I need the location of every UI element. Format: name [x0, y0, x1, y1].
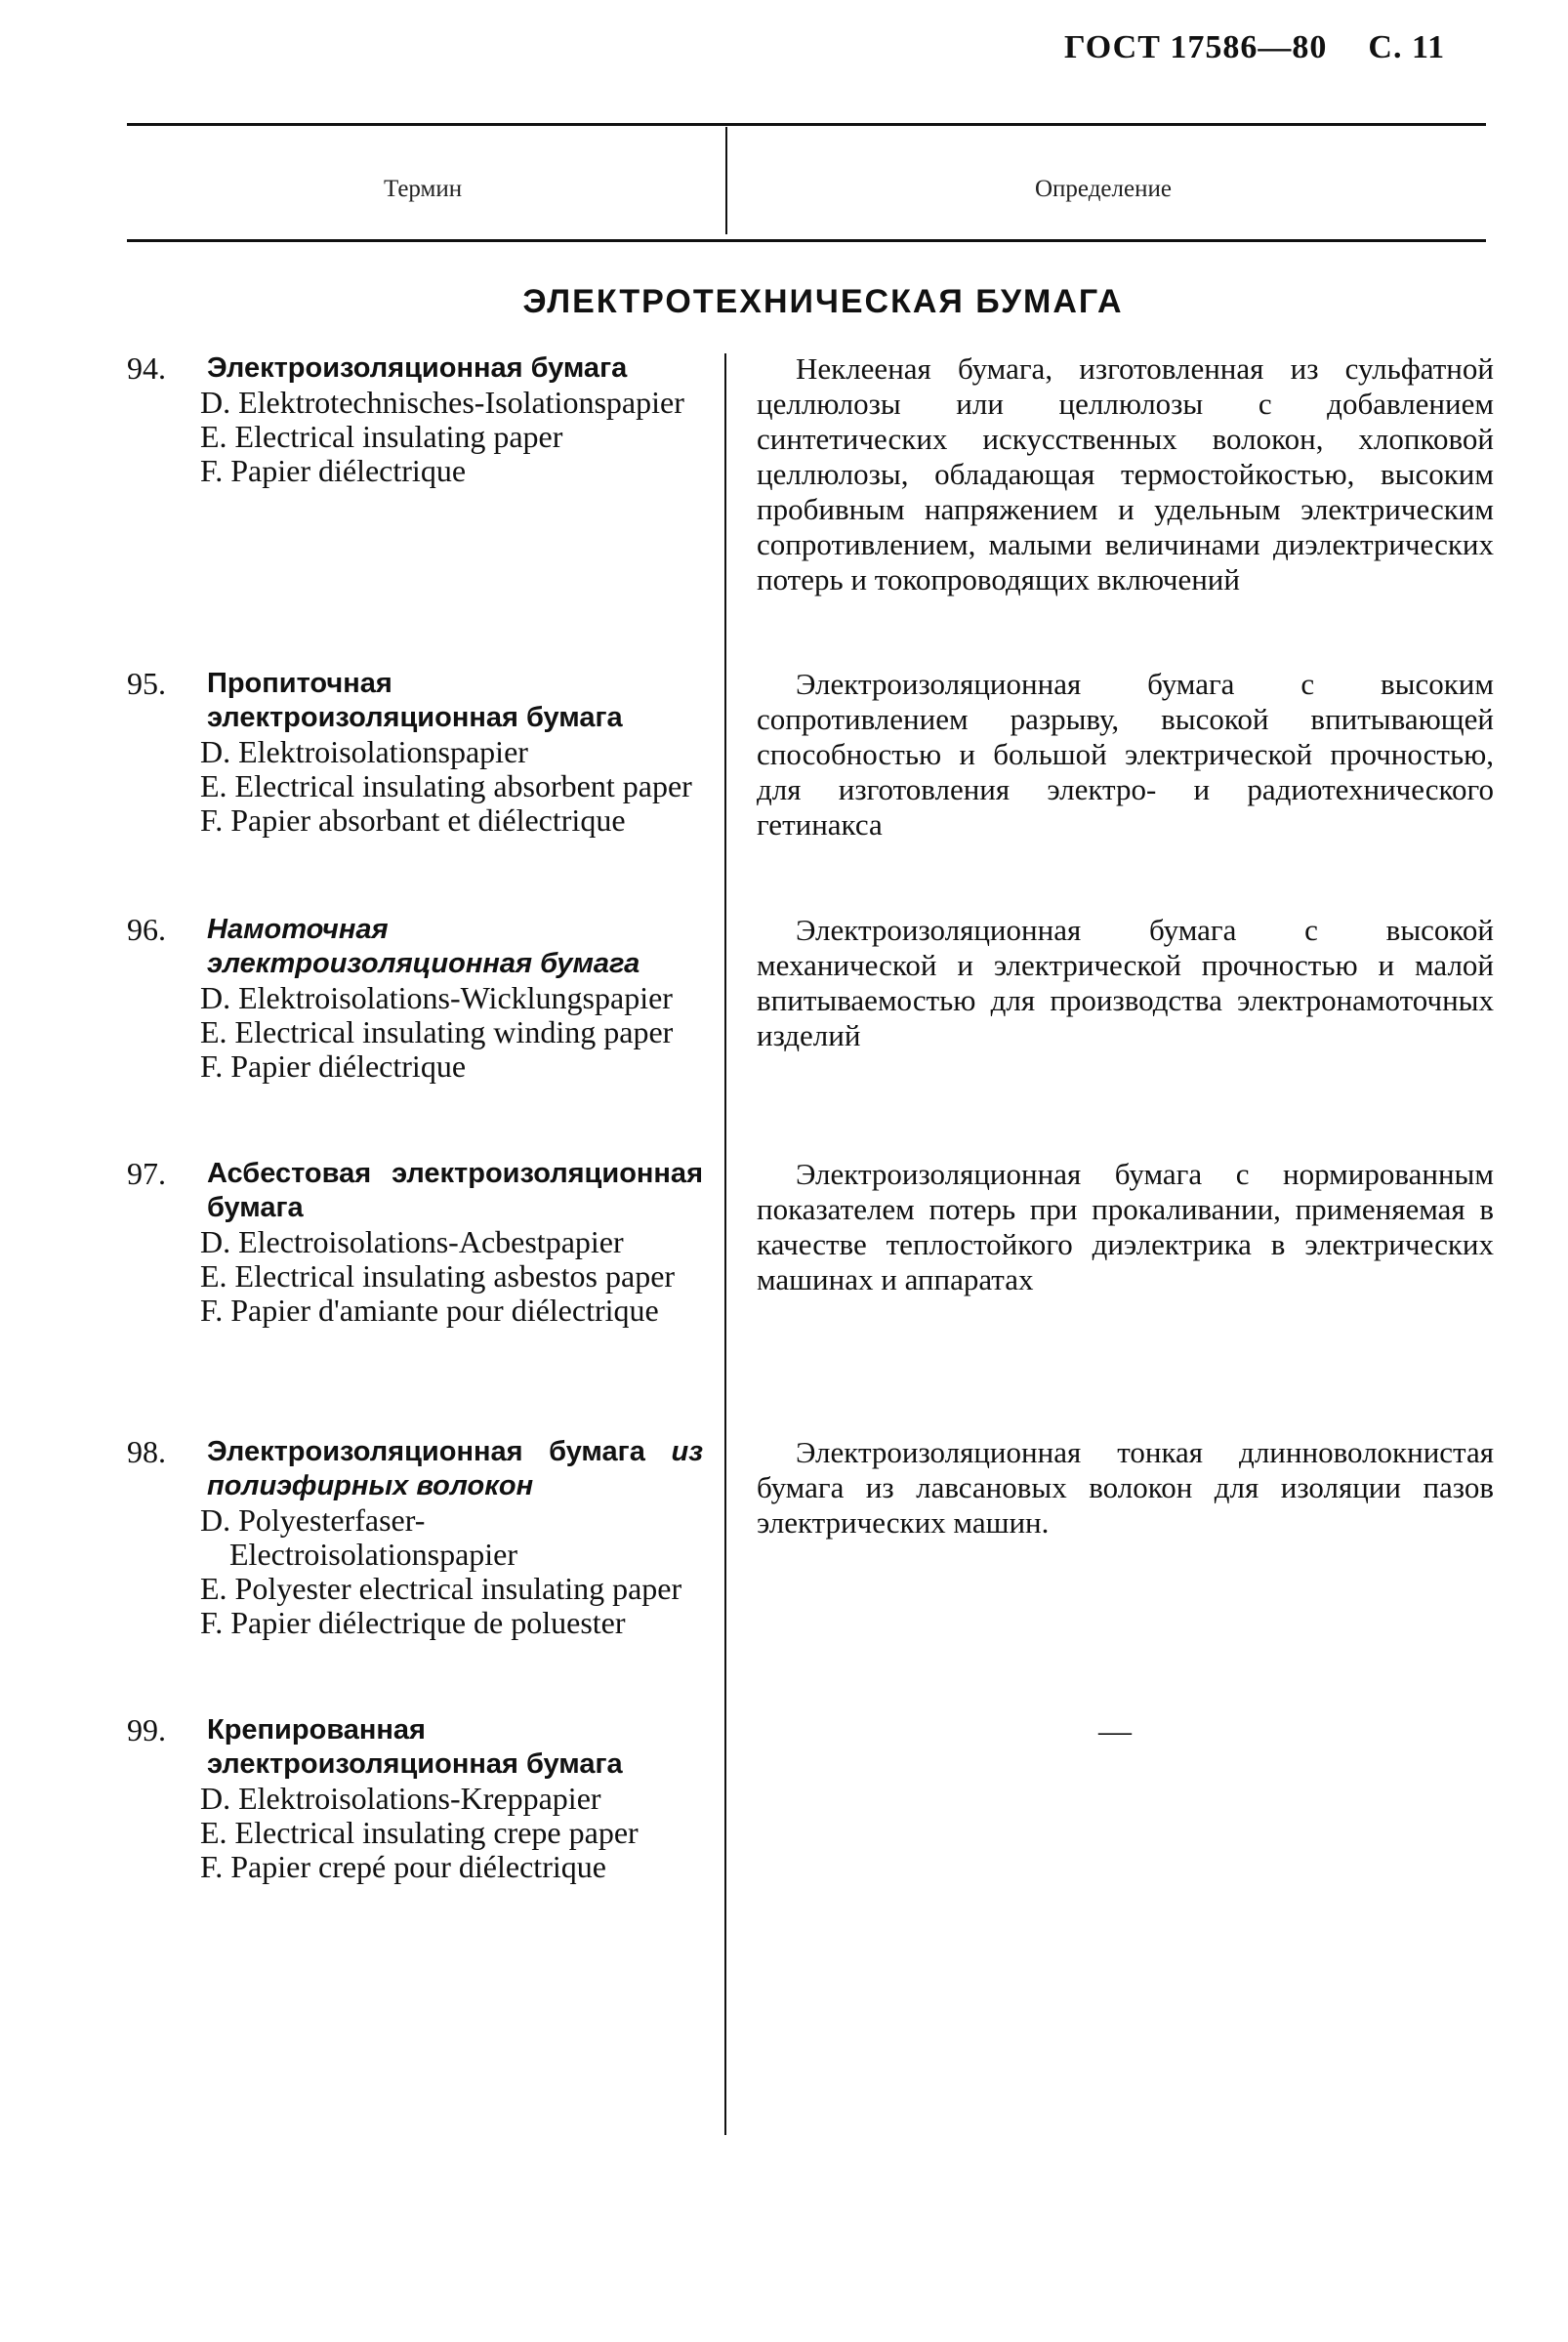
term-number: 99. [127, 1712, 166, 1747]
term-name: Пропиточная электроизоляционная бумага [207, 668, 623, 733]
term-english: E. Electrical insulating crepe paper [200, 1815, 639, 1850]
term-name: Асбестовая электроизоляционная бумага [207, 1158, 703, 1223]
term-number: 95. [127, 666, 166, 701]
term-french: F. Papier diélectrique [200, 453, 467, 488]
term-entry [127, 1435, 703, 1640]
term-definition: Электроизоляционная бумага с высоким сопротивлением разрыву, высокой впитывающей способностью и большой электрической прочностью, для изготовления электро- и радиотехнического гетинакса [757, 667, 1494, 842]
term-number: 96. [127, 912, 166, 947]
term-definition: Электроизоляционная бумага с высокой механической и электрической прочностью и малой впитываемостью для производства электронамоточных изделий [757, 913, 1494, 1052]
term-number: 97. [127, 1156, 166, 1191]
term-name: Электроизоляционная бумага из полиэфирных волокон [207, 1436, 703, 1501]
term-entry [127, 913, 703, 1084]
column-divider [724, 353, 726, 2135]
term-german: D. Electroisolations-Acbestpapier [200, 1224, 624, 1259]
term-name: Намоточная электроизоляционная бумага [207, 914, 640, 979]
term-english: E. Electrical insulating paper [200, 419, 563, 454]
section-title: ЭЛЕКТРОТЕХНИЧЕСКАЯ БУМАГА [522, 283, 1124, 320]
gost-number: ГОСТ 17586—80 [1064, 29, 1328, 65]
term-entry [127, 351, 703, 488]
term-english: E. Electrical insulating winding paper [200, 1014, 674, 1049]
term-french: F. Papier diélectrique [200, 1048, 467, 1084]
term-entry [127, 1713, 703, 1884]
term-entry [127, 1157, 703, 1328]
term-french: F. Papier d'amiante pour diélectrique [200, 1293, 659, 1328]
term-definition: Неклееная бумага, изготовленная из сульфатной целлюлозы или целлюлозы с добавлением синтетических искусственных волокон, хлопковой целлюлозы, обладающая термостойкостью, высоким пробивным напряжением и удельным электрическим сопротивлением, малыми величинами диэлектрических потерь и токопроводящих включений [757, 351, 1494, 596]
term-entry [127, 667, 703, 838]
term-german: D. Elektrotechnisches-Isolationspapier [200, 385, 684, 420]
term-number: 98. [127, 1434, 166, 1469]
term-german: D. Elektroisolations-Kreppapier [200, 1781, 601, 1816]
term-number: 94. [127, 350, 166, 386]
term-german: D. Elektroisolationspapier [200, 734, 528, 769]
page-number: С. 11 [1368, 29, 1446, 65]
term-french: F. Papier diélectrique de poluester [200, 1605, 626, 1640]
term-definition: Электроизоляционная бумага с нормированным показателем потерь при прокаливании, применяемая в качестве теплостойкого диэлектрика в электрических машинах и аппаратах [757, 1157, 1494, 1296]
table-top-rule [127, 123, 1486, 126]
term-english: E. Electrical insulating absorbent paper [200, 768, 692, 803]
column-header-term: Термин [384, 176, 463, 202]
term-german: D. Elektroisolations-Wicklungspapier [200, 980, 673, 1015]
page-header [1064, 29, 1445, 66]
term-name: Крепированная электроизоляционная бумага [207, 1714, 623, 1780]
table-head-bottom-rule [127, 239, 1486, 242]
header-divider [725, 127, 727, 234]
term-french: F. Papier crepé pour diélectrique [200, 1849, 606, 1884]
column-header-definition: Определение [1035, 176, 1172, 202]
term-english: E. Electrical insulating asbestos paper [200, 1258, 676, 1294]
term-name: Электроизоляционная бумага [207, 352, 628, 384]
term-german: D. Polyesterfaser-Electroisolationspapier [200, 1502, 518, 1572]
term-definition: — [1098, 1713, 1132, 1749]
term-french: F. Papier absorbant et diélectrique [200, 802, 626, 838]
term-english: E. Polyester electrical insulating paper [200, 1571, 682, 1606]
term-definition: Электроизоляционная тонкая длинноволокнистая бумага из лавсановых волокон для изоляции пазов электрических машин. [757, 1435, 1494, 1540]
